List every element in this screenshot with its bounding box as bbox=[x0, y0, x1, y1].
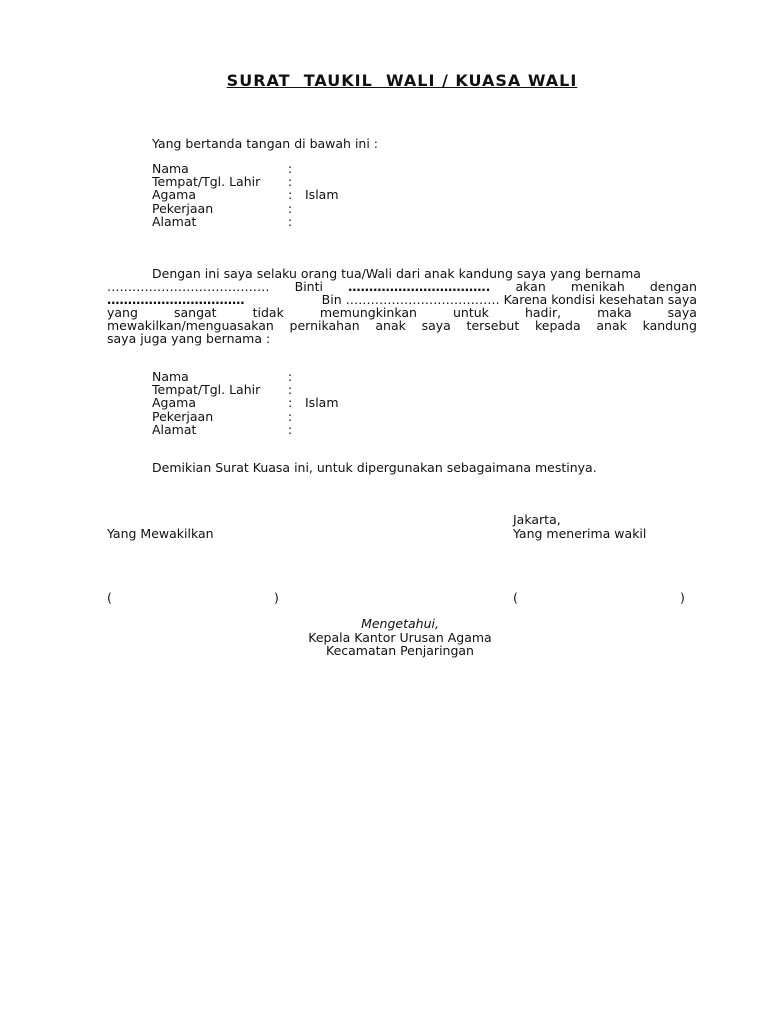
document-title: SURAT TAUKIL WALI / KUASA WALI bbox=[226, 71, 578, 90]
field-label: Tempat/Tgl. Lahir bbox=[152, 382, 261, 398]
paragraph-word: yang bbox=[107, 305, 138, 320]
paragraph-word: sangat bbox=[173, 305, 217, 320]
paragraph-word: hadir, bbox=[524, 305, 562, 320]
intro-text: Yang bertanda tangan di bawah ini : bbox=[152, 136, 379, 151]
paragraph-text: saya juga yang bernama : bbox=[107, 331, 271, 346]
closing-text: Demikian Surat Kuasa ini, untuk dipergunakan sebagaimana mestinya. bbox=[152, 460, 597, 475]
right-paren-close: ) bbox=[680, 590, 685, 605]
field-colon: : bbox=[288, 382, 293, 398]
field-colon: : bbox=[288, 408, 293, 424]
right-paren-open: ( bbox=[513, 590, 518, 605]
field-value: Islam bbox=[305, 395, 339, 411]
field-colon: : bbox=[288, 161, 293, 176]
field-label: Nama bbox=[152, 369, 189, 384]
paragraph-text: Dengan ini saya selaku orang tua/Wali dari anak kandung saya yang bernama bbox=[152, 266, 641, 281]
field-label: Pekerjaan bbox=[152, 408, 214, 424]
field-colon: : bbox=[288, 187, 293, 203]
left-paren-open: ( bbox=[107, 590, 112, 605]
paragraph-word: anak bbox=[596, 318, 627, 333]
field-colon: : bbox=[288, 200, 293, 216]
field-label: Agama bbox=[152, 395, 196, 411]
paragraph-word: Binti bbox=[294, 279, 323, 294]
left-paren-close: ) bbox=[274, 590, 279, 605]
acknowledge-office: Kepala Kantor Urusan Agama bbox=[308, 629, 492, 645]
field-colon: : bbox=[288, 369, 293, 384]
place-date: Jakarta, bbox=[513, 512, 561, 527]
field-label: Alamat bbox=[152, 213, 197, 229]
blank-dots: ……………………………. bbox=[348, 279, 491, 294]
statement-paragraph bbox=[107, 267, 697, 345]
paragraph-word: kandung bbox=[642, 318, 697, 333]
paragraph-word: untuk bbox=[452, 305, 489, 320]
right-signatory-title: Yang menerima wakil bbox=[513, 526, 647, 541]
paragraph-word: tidak bbox=[252, 305, 284, 320]
left-signatory-title: Yang Mewakilkan bbox=[107, 526, 214, 541]
field-colon: : bbox=[288, 174, 293, 190]
blank-dots: ………………………………… bbox=[107, 279, 270, 294]
paragraph-word: maka bbox=[597, 305, 632, 320]
paragraph-line-6 bbox=[107, 332, 697, 345]
blank-dots: …………………………… bbox=[107, 292, 245, 307]
field-value: Islam bbox=[305, 187, 339, 203]
paragraph-word: mewakilkan/menguasakan bbox=[107, 318, 274, 333]
paragraph-word: akan bbox=[515, 279, 546, 294]
field-label: Agama bbox=[152, 187, 196, 203]
paragraph-word: tersebut bbox=[466, 318, 520, 333]
field-label: Alamat bbox=[152, 421, 197, 437]
paragraph-word: dengan bbox=[649, 279, 697, 294]
paragraph-word: kepada bbox=[534, 318, 581, 333]
field-label: Nama bbox=[152, 161, 189, 176]
acknowledge-label: Mengetahui, bbox=[361, 616, 439, 631]
paragraph-word: pernikahan bbox=[289, 318, 360, 333]
paragraph-word: saya bbox=[421, 318, 451, 333]
field-colon: : bbox=[288, 213, 293, 229]
field-label: Tempat/Tgl. Lahir bbox=[152, 174, 261, 190]
paragraph-word: saya bbox=[667, 305, 697, 320]
acknowledgement-block bbox=[200, 617, 600, 658]
field-colon: : bbox=[288, 421, 293, 437]
field-label: Pekerjaan bbox=[152, 200, 214, 216]
paragraph-text: Bin ………………………………. Karena kondisi kesehatan saya bbox=[321, 292, 697, 307]
field-colon: : bbox=[288, 395, 293, 411]
paragraph-word: memungkinkan bbox=[319, 305, 417, 320]
paragraph-word: menikah bbox=[570, 279, 625, 294]
acknowledge-district: Kecamatan Penjaringan bbox=[326, 643, 474, 658]
paragraph-word: anak bbox=[375, 318, 406, 333]
